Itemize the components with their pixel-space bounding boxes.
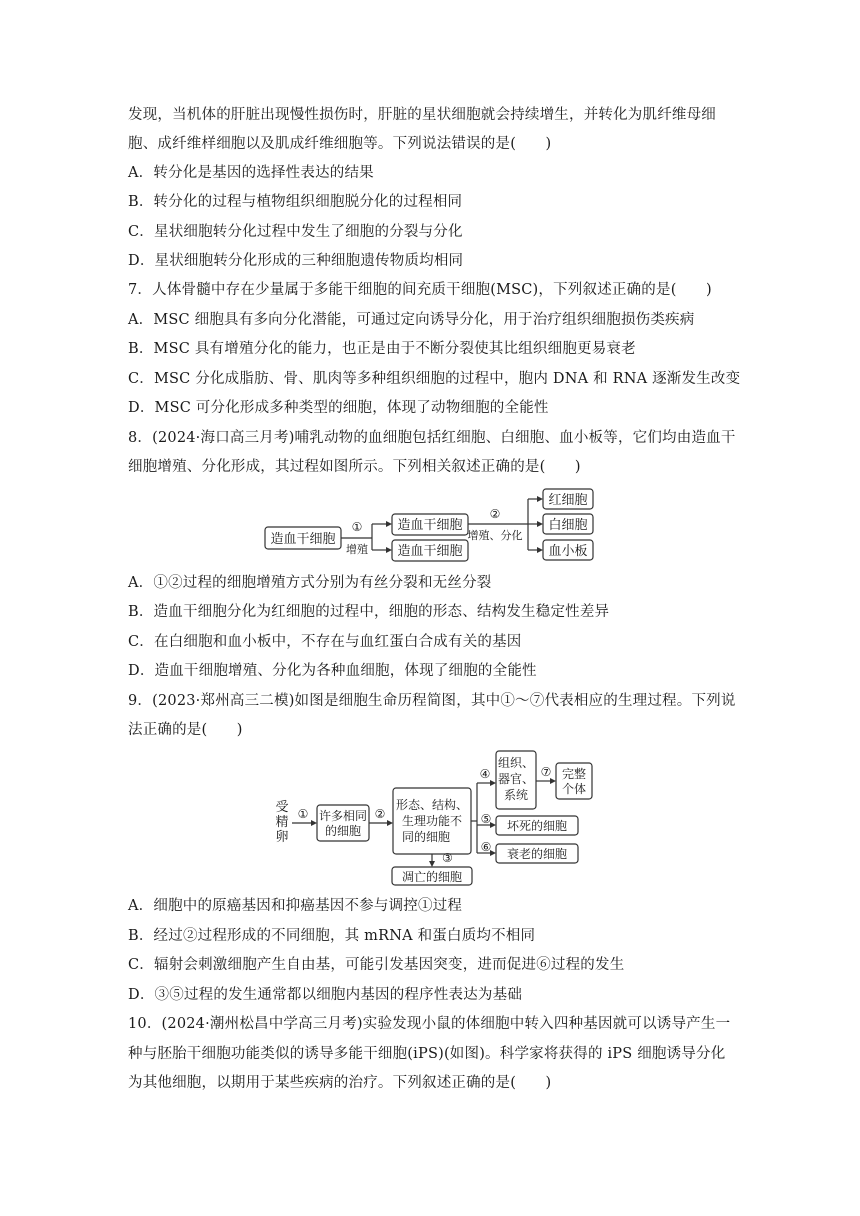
option-b: B．MSC 具有增殖分化的能力，也正是由于不断分裂使其比组织细胞更易衰老: [128, 341, 636, 357]
option-d: D．星状细胞转分化形成的三种细胞遗传物质均相同: [128, 253, 464, 269]
diagram-label: 造血干细胞: [397, 518, 463, 533]
option-d: D．MSC 可分化形成多种类型的细胞，体现了动物细胞的全能性: [128, 400, 549, 416]
diagram-label: 血小板: [548, 544, 588, 559]
option-b: B．转分化的过程与植物组织细胞脱分化的过程相同: [128, 194, 463, 210]
option-a: A．①②过程的细胞增殖方式分别为有丝分裂和无丝分裂: [128, 575, 492, 591]
diagram-label: 同的细胞: [401, 830, 451, 844]
diagram-label: 红细胞: [548, 493, 588, 508]
diagram-label: 精: [275, 815, 289, 830]
text-line: 细胞增殖、分化形成，其过程如图所示。下列相关叙述正确的是( ): [128, 459, 581, 475]
diagram-label: 造血干细胞: [270, 532, 336, 547]
diagram-step-label: 增殖、分化: [467, 529, 523, 542]
question-8: 8．(2024·海口高三月考)哺乳动物的血细胞包括红细胞、白细胞、血小板等，它们均由造血干: [128, 430, 736, 446]
question-9: 9．(2023·郑州高三二模)如图是细胞生命历程简图，其中①～⑦代表相应的生理过程。下列说: [128, 693, 736, 709]
diagram-label: 凋亡的细胞: [401, 870, 463, 884]
text-line: 法正确的是( ): [128, 722, 243, 738]
text-line: 发现，当机体的肝脏出现慢性损伤时，肝脏的星状细胞就会持续增生，并转化为肌纤维母细: [128, 107, 716, 123]
text-line: 种与胚胎干细胞功能类似的诱导多能干细胞(iPS)(如图)。科学家将获得的 iPS 细胞诱导分化: [128, 1046, 726, 1062]
option-d: D．③⑤过程的发生通常都以细胞内基因的程序性表达为基础: [128, 987, 523, 1003]
diagram-label: 白细胞: [548, 518, 588, 533]
diagram-label: 器官、: [497, 772, 535, 786]
option-c: C．在白细胞和血小板中，不存在与血红蛋白合成有关的基因: [128, 634, 522, 650]
diagram-label: 组织、: [497, 756, 535, 770]
diagram-step-number: ⑥: [480, 840, 492, 854]
option-c: C．辐射会刺激细胞产生自由基，可能引发基因突变，进而促进⑥过程的发生: [128, 957, 625, 973]
diagram-label: 许多相同: [318, 809, 368, 823]
option-b: B．造血干细胞分化为红细胞的过程中，细胞的形态、结构发生稳定性差异: [128, 604, 610, 620]
diagram-step-number: ①: [297, 807, 309, 821]
diagram-step-number: ②: [489, 507, 501, 521]
diagram-step-number: ②: [374, 807, 386, 821]
diagram-hematopoiesis: [255, 484, 605, 566]
option-c: C．MSC 分化成脂肪、骨、肌肉等多种组织细胞的过程中，胞内 DNA 和 RNA 逐渐发生改变: [128, 371, 741, 387]
option-d: D．造血干细胞增殖、分化为各种血细胞，体现了细胞的全能性: [128, 663, 537, 679]
diagram-label: 个体: [561, 782, 587, 796]
diagram-label: 完整: [561, 767, 587, 781]
text-line: 胞、成纤维样细胞以及肌成纤维细胞等。下列说法错误的是( ): [128, 136, 552, 152]
diagram-label: 受: [275, 800, 289, 815]
option-a: A．细胞中的原癌基因和抑癌基因不参与调控①过程: [128, 898, 463, 914]
diagram-label: 系统: [503, 788, 529, 802]
option-b: B．经过②过程形成的不同细胞，其 mRNA 和蛋白质均不相同: [128, 928, 536, 944]
diagram-cell-lifecycle: [270, 745, 600, 889]
diagram-label: 的细胞: [324, 824, 362, 838]
option-a: A．转分化是基因的选择性表达的结果: [128, 165, 374, 181]
text-line: 为其他细胞，以期用于某些疾病的治疗。下列叙述正确的是( ): [128, 1075, 552, 1091]
diagram-step-number: ③: [442, 851, 453, 865]
question-10: 10．(2024·潮州松昌中学高三月考)实验发现小鼠的体细胞中转入四种基因就可以诱导产生一: [128, 1016, 731, 1032]
diagram-step-number: ④: [479, 767, 491, 781]
question-7: 7．人体骨髓中存在少量属于多能干细胞的间充质干细胞(MSC)，下列叙述正确的是( ): [128, 282, 712, 298]
option-a: A．MSC 细胞具有多向分化潜能，可通过定向诱导分化，用于治疗组织细胞损伤类疾病: [128, 312, 695, 328]
diagram-label: 生理功能不: [401, 814, 463, 828]
diagram-label: 造血干细胞: [397, 544, 463, 559]
diagram-label: 形态、结构、: [395, 798, 469, 812]
diagram-step-label: 增殖: [346, 543, 368, 556]
diagram-step-number: ①: [351, 520, 363, 534]
diagram-step-number: ⑤: [480, 812, 492, 826]
diagram-label: 衰老的细胞: [506, 847, 568, 861]
option-c: C．星状细胞转分化过程中发生了细胞的分裂与分化: [128, 224, 463, 240]
diagram-step-number: ⑦: [540, 765, 552, 779]
diagram-label: 卵: [275, 830, 289, 845]
diagram-label: 坏死的细胞: [506, 819, 568, 833]
